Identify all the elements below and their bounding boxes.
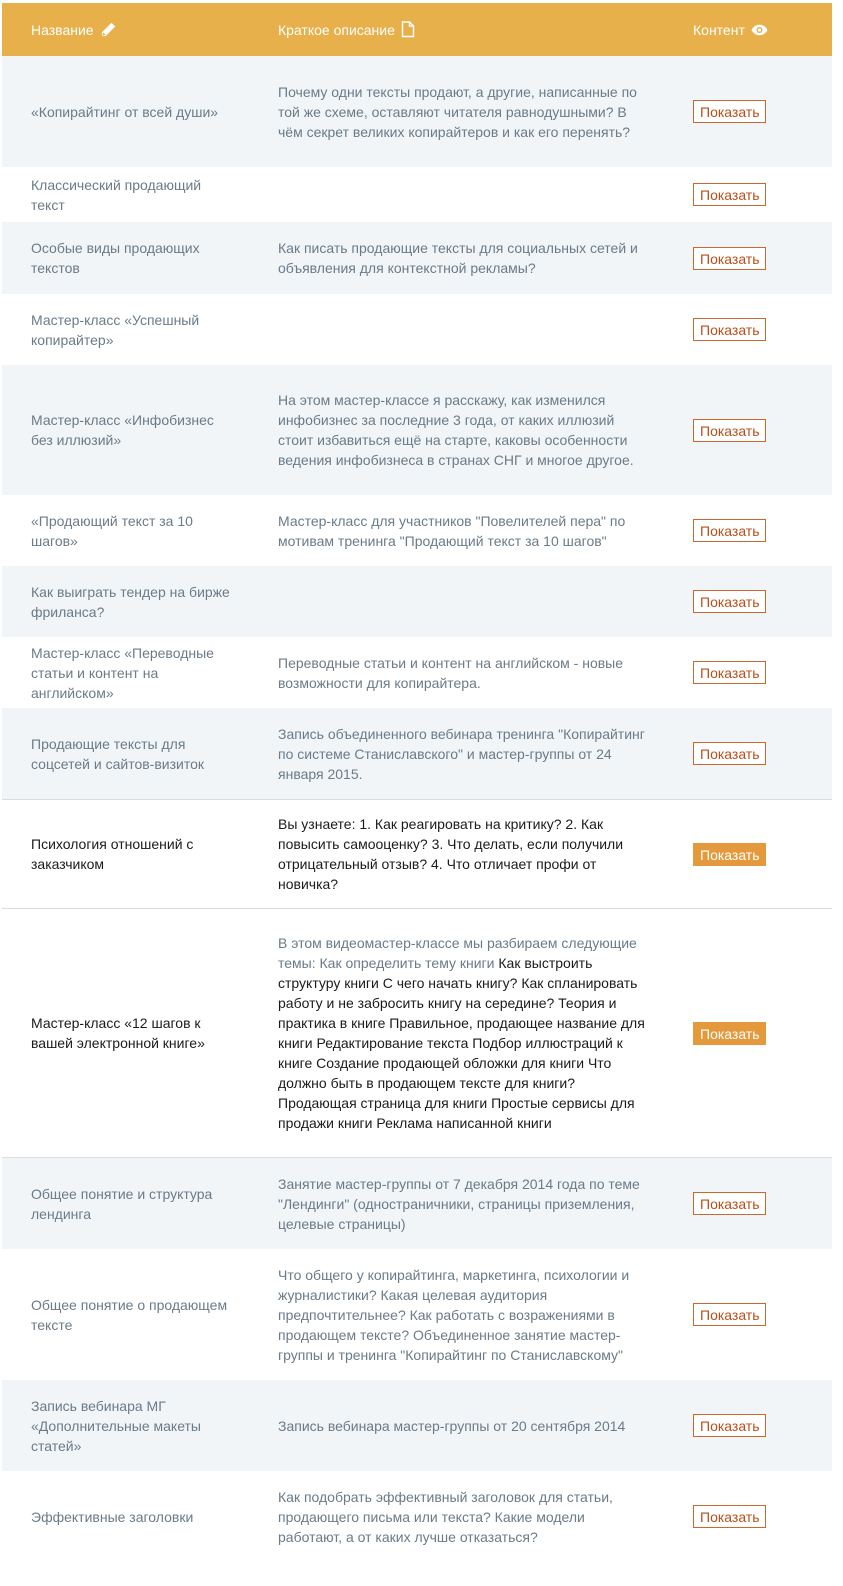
show-button[interactable]: Показать: [693, 590, 766, 613]
table-row: [2, 1471, 832, 1562]
table-row: [2, 365, 832, 495]
row-description: На этом мастер-классе я расскажу, как изменился инфобизнес за последние 3 года, от каких иллюзий стоит избавиться ещё на старте, каковы особенности ведения инфобизнеса в странах СНГ и многое другое.: [278, 392, 634, 468]
show-button[interactable]: Показать: [693, 1303, 766, 1326]
table-row: [2, 167, 832, 222]
table-row: [2, 566, 832, 637]
row-description: Почему одни тексты продают, а другие, написанные по той же схеме, оставляют читателя равнодушными? В чём секрет великих копирайтеров и как его перенять?: [278, 83, 637, 140]
table-row: [2, 1249, 832, 1380]
show-button[interactable]: Показать: [693, 1505, 766, 1528]
row-title: Классический продающий текст: [31, 176, 202, 213]
header-name-label: Название: [31, 21, 94, 38]
row-description-part2: Как выстроить структуру книги С чего начать книгу? Как спланировать работу и не забросить книгу на середине? Теория и практика в книге Правильное, продающее название для книги Редактирование текста Подбор иллюстраций к книге Создание продающей обложки для книги Что должно быть в продающем тексте для книги? Продающая страница для книги Простые сервисы для продажи книги Реклама написанной книги: [278, 955, 645, 1131]
row-title: Общее понятие о продающем тексте: [31, 1296, 228, 1333]
table-row: [2, 56, 832, 167]
header-content-label: Контент: [693, 21, 745, 38]
header-content: [693, 22, 768, 38]
row-description: Как подобрать эффективный заголовок для статьи, продающего письма или текста? Какие модели работают, а от каких лучше отказаться?: [278, 1488, 613, 1545]
row-title: Особые виды продающих текстов: [31, 240, 200, 276]
table-row: [2, 1158, 832, 1249]
row-description-part1: В этом видеомастер-классе мы разбираем следующие темы: Как определить тему книги: [278, 935, 637, 971]
show-button[interactable]: Показать: [693, 183, 766, 206]
row-description: Запись вебинара мастер-группы от 20 сентября 2014: [278, 1417, 626, 1434]
show-button[interactable]: Показать: [693, 100, 766, 123]
row-title: Психология отношений с заказчиком: [31, 836, 194, 872]
show-button[interactable]: Показать: [693, 247, 766, 270]
row-title: «Копирайтинг от всей души»: [31, 103, 219, 120]
row-title: Мастер-класс «Инфобизнес без иллюзий»: [31, 412, 214, 448]
table-row: [2, 294, 832, 365]
show-button[interactable]: Показать: [693, 419, 766, 442]
eye-icon: [751, 24, 768, 36]
row-title: Запись вебинара МГ «Дополнительные макеты статей»: [31, 1397, 201, 1454]
row-description: Мастер-класс для участников "Повелителей пера" по мотивам тренинга "Продающий текст за 10 шагов": [278, 512, 626, 549]
table-row-hovered: [2, 799, 832, 909]
row-title: Общее понятие и структура лендинга: [31, 1185, 213, 1222]
row-description: Занятие мастер-группы от 7 декабря 2014 года по теме "Лендинги" (одностраничники, страницы приземления, целевые страницы): [278, 1175, 640, 1232]
row-title: Мастер-класс «Успешный копирайтер»: [31, 311, 200, 348]
header-description-label: Краткое описание: [278, 21, 395, 38]
courses-table: [2, 3, 832, 1562]
row-description: Вы узнаете: 1. Как реагировать на критику? 2. Как повысить самооценку? 3. Что делать, если получили отрицательный отзыв? 4. Что отличает профи от новичка?: [278, 816, 624, 892]
show-button-active[interactable]: Показать: [693, 1022, 766, 1045]
show-button-active[interactable]: Показать: [693, 843, 766, 866]
row-description: Переводные статьи и контент на английском - новые возможности для копирайтера.: [278, 654, 624, 691]
row-title: Мастер-класс «Переводные статьи и контент на английском»: [31, 644, 214, 701]
table-row: [2, 495, 832, 566]
table-body: [2, 56, 832, 1562]
document-icon: [401, 21, 415, 38]
show-button[interactable]: Показать: [693, 661, 766, 684]
row-description: Запись объединенного вебинара тренинга "Копирайтинг по системе Станиславского" и мастер-группы от 24 января 2015.: [278, 725, 645, 782]
show-button[interactable]: Показать: [693, 1414, 766, 1437]
row-title: Эффективные заголовки: [31, 1508, 194, 1525]
table-header: [2, 3, 832, 56]
table-row: [2, 637, 832, 708]
header-name: [2, 22, 278, 38]
show-button[interactable]: Показать: [693, 1192, 766, 1215]
header-description: [278, 21, 693, 38]
table-row: [2, 708, 832, 799]
show-button[interactable]: Показать: [693, 519, 766, 542]
table-row: [2, 222, 832, 294]
pencil-icon: [100, 22, 116, 38]
row-description: Что общего у копирайтинга, маркетинга, психологии и журналистики? Какая целевая аудитория предпочтительнее? Как работать с возражениями в продающем тексте? Объединенное занятие мастер-группы и тренинга "Копирайтинг по Станиславскому": [278, 1266, 630, 1363]
row-title: Мастер-класс «12 шагов к вашей электронной книге»: [31, 1015, 205, 1051]
row-title: Как выиграть тендер на бирже фриланса?: [31, 583, 230, 620]
row-description: Как писать продающие тексты для социальных сетей и объявления для контекстной рекламы?: [278, 240, 638, 276]
show-button[interactable]: Показать: [693, 742, 766, 765]
row-title: «Продающий текст за 10 шагов»: [31, 512, 193, 549]
row-title: Продающие тексты для соцсетей и сайтов-визиток: [31, 735, 204, 772]
row-description: [278, 933, 693, 1133]
show-button[interactable]: Показать: [693, 318, 766, 341]
table-row: [2, 1380, 832, 1471]
table-row-expanded: [2, 909, 832, 1158]
